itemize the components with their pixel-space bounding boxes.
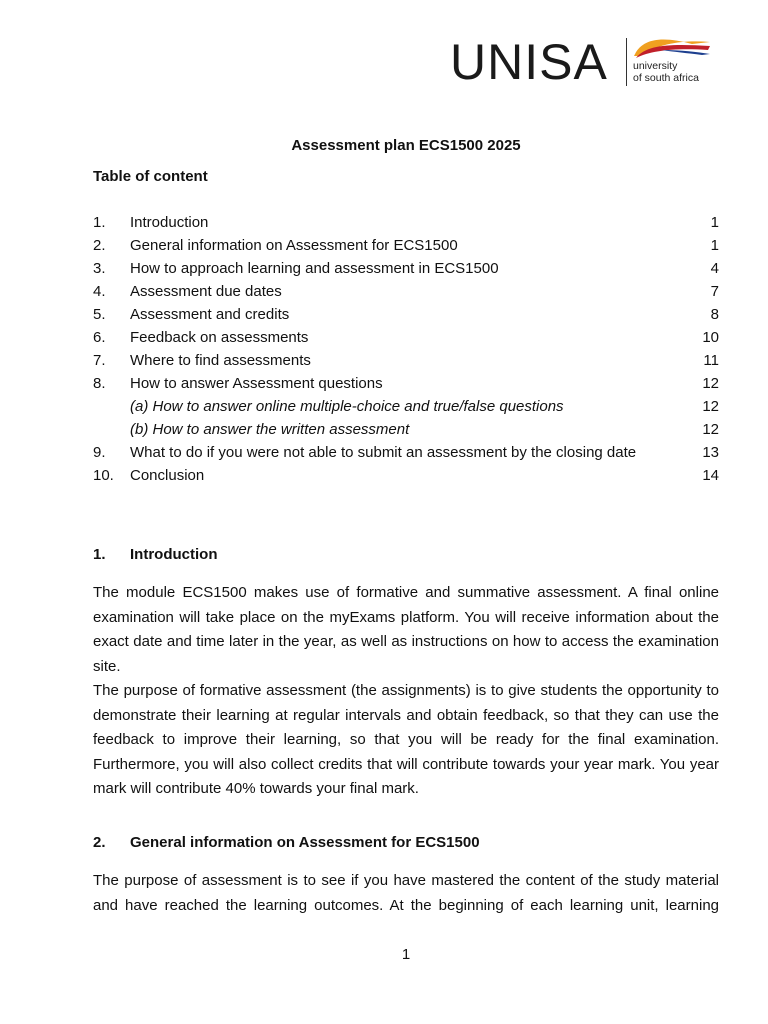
section-title: Introduction [130, 546, 218, 563]
toc-text: Assessment and credits [130, 306, 290, 323]
toc-text: Introduction [130, 214, 209, 231]
unisa-logo [450, 34, 720, 90]
toc-number: 7. [93, 352, 106, 369]
toc-page: 4 [710, 260, 719, 277]
toc-page: 12 [702, 398, 719, 415]
toc-number: 1. [93, 214, 106, 231]
toc-page: 12 [702, 421, 719, 438]
toc-entry[interactable] [93, 420, 719, 443]
toc-text: Where to find assessments [130, 352, 311, 369]
logo-subtitle [633, 60, 699, 84]
toc-text: Conclusion [130, 467, 205, 484]
section-number: 1. [93, 546, 106, 563]
toc-entry[interactable] [93, 236, 719, 259]
toc-number: 6. [93, 329, 106, 346]
toc-page: 7 [710, 283, 719, 300]
document-title: Assessment plan ECS1500 2025 [291, 137, 521, 154]
toc-entry[interactable] [93, 351, 719, 374]
toc-number: 10. [93, 467, 114, 484]
paragraph: The module ECS1500 makes use of formative and summative assessment. A final online examination will take place on the myExams platform. You will receive information about the exact date and time later in the year, as well as instructions on how to access the examination site. [93, 584, 719, 675]
logo-divider [626, 38, 627, 86]
toc-entry[interactable] [93, 282, 719, 305]
toc-page: 13 [702, 444, 719, 461]
toc-heading: Table of content [93, 168, 208, 185]
toc-text: General information on Assessment for ECS1500 [130, 237, 458, 254]
toc-number [93, 397, 130, 420]
toc-text: What to do if you were not able to submit an assessment by the closing date [130, 444, 637, 461]
toc-text: (a) How to answer online multiple-choice and true/false questions [130, 398, 564, 415]
logo-subtitle-line: university [633, 60, 678, 72]
toc-entry[interactable] [93, 213, 719, 236]
logo-wordmark: UNISA [450, 34, 608, 90]
table-of-contents [93, 213, 719, 489]
page-number: 1 [401, 946, 411, 963]
toc-number: 2. [93, 237, 106, 254]
section-heading [93, 546, 217, 563]
toc-number [93, 420, 130, 443]
toc-number: 5. [93, 306, 106, 323]
section-number: 2. [93, 834, 106, 851]
paragraph: The purpose of assessment is to see if you have mastered the content of the study material and have reached the learning outcomes. At the beginning of each learning unit, learning [93, 872, 719, 914]
toc-text: How to answer Assessment questions [130, 375, 383, 392]
toc-number: 9. [93, 444, 106, 461]
toc-page: 1 [710, 237, 719, 254]
toc-number: 8. [93, 375, 106, 392]
toc-page: 10 [702, 329, 719, 346]
toc-text: (b) How to answer the written assessment [130, 421, 410, 438]
flag-swoosh-icon [632, 36, 712, 60]
section-title: General information on Assessment for ECS1500 [130, 834, 480, 851]
toc-text: Feedback on assessments [130, 329, 309, 346]
toc-page: 11 [703, 352, 719, 369]
toc-entry[interactable] [93, 328, 719, 351]
toc-entry[interactable] [93, 374, 719, 397]
toc-number: 4. [93, 283, 106, 300]
toc-page: 1 [710, 214, 719, 231]
toc-text: How to approach learning and assessment in ECS1500 [130, 260, 499, 277]
toc-entry[interactable] [93, 305, 719, 328]
toc-text: Assessment due dates [130, 283, 282, 300]
toc-entry[interactable] [93, 443, 719, 466]
paragraph: The purpose of formative assessment (the assignments) is to give students the opportunity to demonstrate their learning at regular intervals and obtain feedback, so that they can use the feedback to improve their learning, so that you will be ready for the final examination. Furthermore, you will also collect credits that will contribute towards your year mark. You year mark will contribute 40% towards your final mark. [93, 682, 719, 798]
toc-page: 12 [702, 375, 719, 392]
toc-entry[interactable] [93, 397, 719, 420]
logo-subtitle-line: of south africa [633, 72, 699, 84]
toc-entry[interactable] [93, 259, 719, 282]
toc-page: 14 [702, 467, 719, 484]
section-heading [93, 834, 480, 851]
toc-entry[interactable] [93, 466, 719, 489]
toc-number: 3. [93, 260, 106, 277]
toc-page: 8 [710, 306, 719, 323]
